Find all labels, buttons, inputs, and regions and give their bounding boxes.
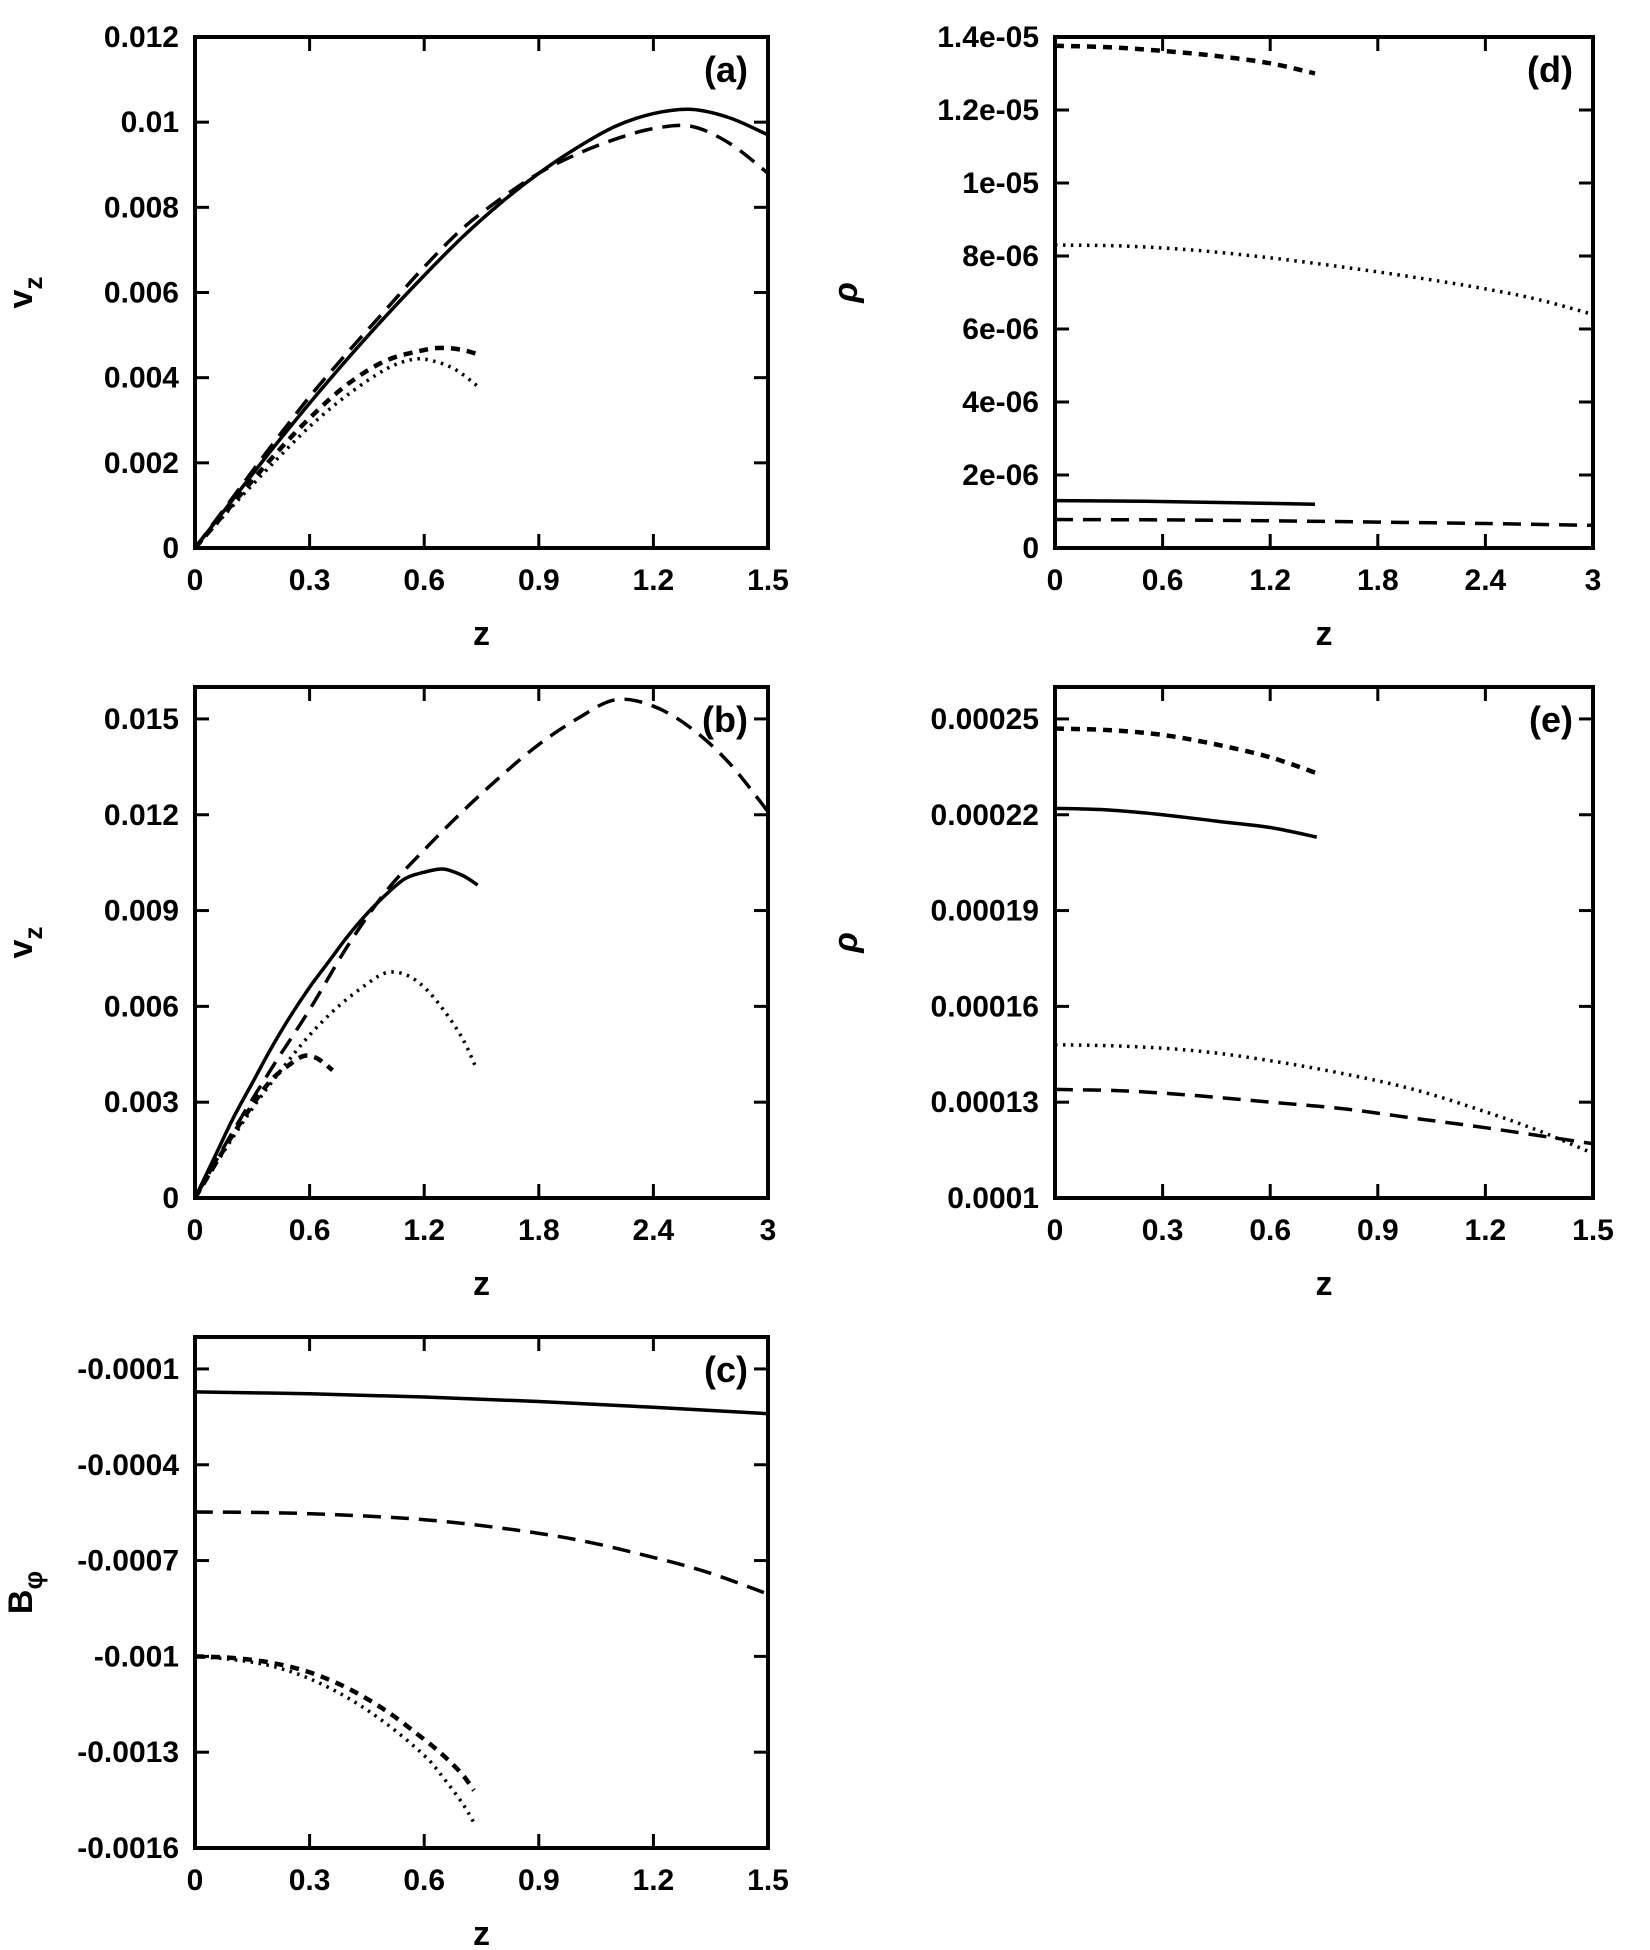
y-axis-label: ρ (827, 932, 865, 953)
y-tick-label: 1e-05 (962, 167, 1039, 200)
x-tick-label: 1.2 (632, 1864, 675, 1897)
y-tick-label: 0.006 (103, 990, 179, 1024)
x-tick-label: 1.8 (1356, 564, 1399, 597)
series-short-dash (1055, 46, 1315, 74)
panel-c-chart (0, 1300, 825, 1950)
y-tick-label: 4e-06 (962, 386, 1039, 419)
x-tick-label: 0.6 (1141, 564, 1184, 597)
y-tick-label: 0 (162, 532, 179, 565)
plot-frame (195, 687, 768, 1198)
series-dotted (195, 1656, 474, 1822)
series-short-dash (195, 1656, 474, 1790)
series-long-dash (195, 1512, 768, 1594)
x-tick-label: 0.6 (403, 564, 446, 597)
x-tick-label: 0.3 (288, 564, 331, 597)
panel-b (0, 650, 825, 1300)
x-tick-label: 1.5 (747, 564, 789, 597)
series-long-dash (195, 125, 768, 548)
x-tick-label: 1.2 (1464, 1214, 1507, 1247)
x-tick-label: 1.2 (1249, 564, 1292, 597)
plot-frame (1055, 37, 1593, 548)
x-tick-label: 1.5 (747, 1864, 789, 1897)
x-tick-label: 0 (186, 1864, 204, 1897)
x-tick-label: 1.5 (1572, 1214, 1614, 1247)
panel-letter-label: (b) (702, 699, 748, 740)
x-tick-label: 0.6 (288, 1214, 331, 1247)
y-tick-label: 0.00025 (930, 702, 1039, 736)
series-long-dash (1055, 1089, 1593, 1143)
series-short-dash (1055, 729, 1317, 774)
y-tick-label: -0.0007 (77, 1544, 179, 1578)
panel-e (825, 650, 1650, 1300)
y-tick-label: 0.006 (103, 276, 179, 310)
panel-letter-label: (a) (704, 49, 748, 90)
series-long-dash (195, 699, 768, 1198)
y-tick-label: -0.001 (93, 1640, 179, 1674)
x-tick-label: 1.2 (403, 1214, 446, 1247)
x-axis-label: z (473, 615, 490, 650)
y-axis-label: $B_\varphi$ (2, 1570, 48, 1615)
y-tick-label: 6e-06 (962, 313, 1039, 346)
y-tick-label: -0.0013 (77, 1736, 179, 1770)
y-tick-label: -0.0016 (77, 1832, 179, 1865)
y-axis-label: $v_z$ (2, 276, 48, 309)
x-tick-label: 0 (1046, 1214, 1064, 1247)
y-tick-label: 2e-06 (962, 459, 1039, 492)
series-short-dash (195, 1055, 333, 1198)
panel-letter-label: (d) (1527, 49, 1573, 90)
y-tick-label: 0.012 (103, 21, 179, 54)
x-tick-label: 0 (1046, 564, 1064, 597)
x-tick-label: 0.3 (1141, 1214, 1184, 1247)
x-tick-label: 1.2 (632, 564, 675, 597)
y-tick-label: 8e-06 (962, 240, 1039, 273)
series-dotted (195, 972, 476, 1198)
y-tick-label: 0.00013 (930, 1086, 1039, 1120)
plot-frame (195, 1337, 768, 1848)
y-tick-label: 0.004 (103, 361, 179, 395)
panel-e-chart (825, 650, 1650, 1300)
y-tick-label: 0.012 (103, 798, 179, 832)
panel-b-chart (0, 650, 825, 1300)
series-long-dash (1055, 520, 1593, 526)
series-solid (195, 869, 478, 1198)
y-tick-label: 0 (162, 1182, 179, 1215)
x-tick-label: 0.9 (517, 564, 560, 597)
x-tick-label: 0 (186, 564, 204, 597)
x-tick-label: 0.9 (1356, 1214, 1399, 1247)
y-axis-label: $v_z$ (2, 926, 48, 959)
panel-a-chart (0, 0, 825, 650)
series-dotted (1055, 245, 1593, 314)
panel-a (0, 0, 825, 650)
x-tick-label: 3 (759, 1214, 777, 1247)
x-axis-label: z (1315, 1265, 1333, 1300)
y-tick-label: 0 (1022, 532, 1039, 565)
y-tick-label: 0.003 (103, 1086, 179, 1120)
y-tick-label: 0.00019 (930, 894, 1039, 928)
panel-d-chart (825, 0, 1650, 650)
series-dotted (195, 359, 478, 548)
y-tick-label: 0.009 (103, 894, 179, 928)
y-tick-label: 0.002 (103, 446, 179, 480)
panel-d (825, 0, 1650, 650)
series-dotted (1055, 1045, 1593, 1154)
x-tick-label: 0.6 (403, 1864, 446, 1897)
plot-frame (195, 37, 768, 548)
y-tick-label: 1.2e-05 (937, 94, 1039, 127)
y-tick-label: 0.008 (103, 191, 179, 225)
y-tick-label: 1.4e-05 (937, 21, 1039, 54)
y-tick-label: 0.015 (103, 702, 179, 736)
x-tick-label: 0 (186, 1214, 204, 1247)
x-tick-label: 0.3 (288, 1864, 331, 1897)
x-tick-label: 2.4 (632, 1214, 675, 1247)
x-tick-label: 2.4 (1464, 564, 1507, 597)
x-tick-label: 3 (1584, 564, 1602, 597)
series-solid (1055, 501, 1315, 505)
x-tick-label: 1.8 (517, 1214, 560, 1247)
panel-letter-label: (e) (1529, 699, 1573, 740)
x-axis-label: z (473, 1915, 490, 1950)
series-solid (1055, 808, 1317, 837)
y-tick-label: 0.0001 (947, 1182, 1039, 1215)
x-tick-label: 0.6 (1249, 1214, 1292, 1247)
y-tick-label: -0.0001 (77, 1352, 179, 1386)
y-axis-label: ρ (827, 282, 865, 303)
y-tick-label: -0.0004 (77, 1448, 179, 1482)
y-tick-label: 0.00022 (930, 798, 1039, 832)
x-tick-label: 0.9 (517, 1864, 560, 1897)
x-axis-label: z (473, 1265, 490, 1300)
panel-c (0, 1300, 825, 1950)
series-solid (195, 109, 768, 548)
series-solid (195, 1392, 768, 1414)
panel-letter-label: (c) (704, 1349, 748, 1390)
y-tick-label: 0.00016 (930, 990, 1039, 1024)
series-short-dash (195, 348, 478, 548)
x-axis-label: z (1315, 615, 1333, 650)
y-tick-label: 0.01 (120, 106, 179, 140)
